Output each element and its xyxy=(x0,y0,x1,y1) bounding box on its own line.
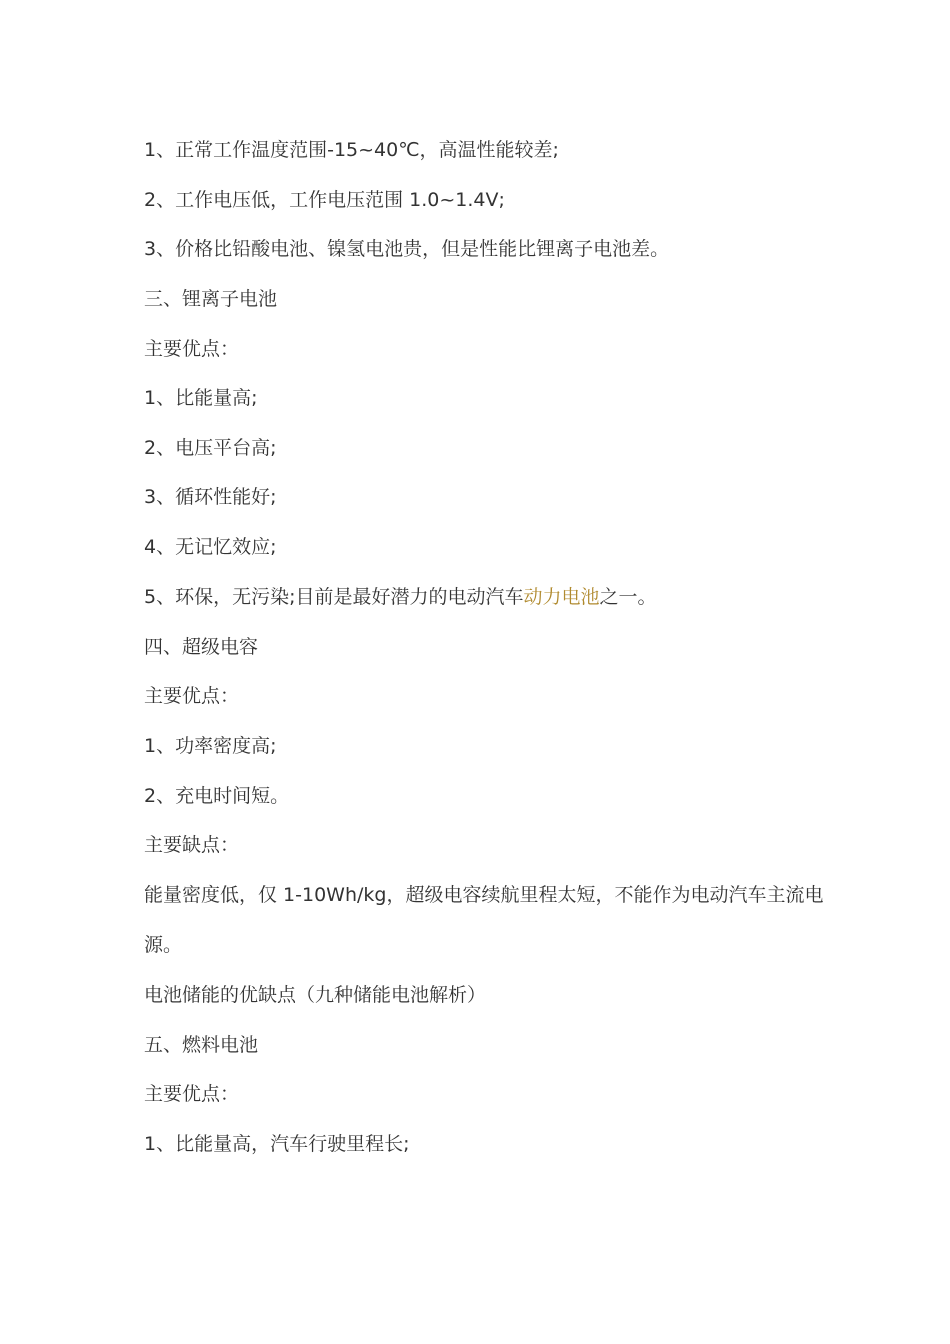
text-segment: 之一。 xyxy=(599,586,657,608)
text-line: 能量密度低，仅 1-10Wh/kg，超级电容续航里程太短，不能作为电动汽车主流电 xyxy=(144,884,824,906)
text-line: 3、循环性能好; xyxy=(144,486,277,508)
text-line: 4、无记忆效应; xyxy=(144,536,277,558)
text-segment: 5、环保，无污染;目前是最好潜力的电动汽车 xyxy=(144,586,524,608)
text-line: 1、比能量高; xyxy=(144,387,258,409)
text-line: 1、正常工作温度范围-15~40℃，高温性能较差; xyxy=(144,139,559,161)
caption-line: 电池储能的优缺点（九种储能电池解析） xyxy=(144,984,487,1006)
text-line-with-link xyxy=(144,585,657,609)
subheading: 主要缺点： xyxy=(144,834,240,856)
text-line: 1、功率密度高; xyxy=(144,735,277,757)
text-line: 2、电压平台高; xyxy=(144,437,277,459)
text-line: 1、比能量高，汽车行驶里程长; xyxy=(144,1133,410,1155)
section-heading: 四、超级电容 xyxy=(144,636,259,658)
section-heading: 三、锂离子电池 xyxy=(144,288,278,310)
subheading: 主要优点： xyxy=(144,685,240,707)
section-heading: 五、燃料电池 xyxy=(144,1034,259,1056)
text-line: 3、价格比铅酸电池、镍氢电池贵，但是性能比锂离子电池差。 xyxy=(144,238,670,260)
text-line: 2、充电时间短。 xyxy=(144,785,290,807)
subheading: 主要优点： xyxy=(144,338,240,360)
text-line: 源。 xyxy=(144,934,183,956)
power-battery-link[interactable]: 动力电池 xyxy=(523,586,600,608)
text-line: 2、工作电压低，工作电压范围 1.0~1.4V; xyxy=(144,189,505,211)
subheading: 主要优点： xyxy=(144,1083,240,1105)
